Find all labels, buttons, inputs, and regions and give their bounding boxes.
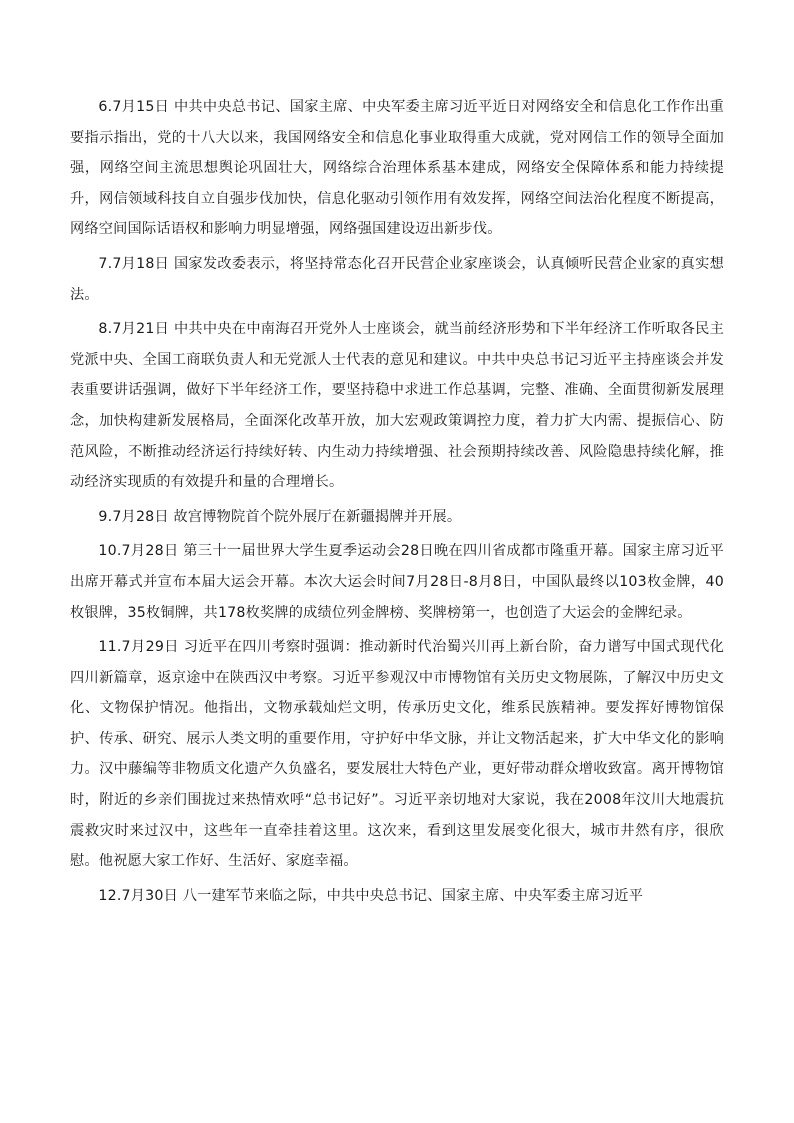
paragraph-item-6: 6.7月15日 中共中央总书记、国家主席、中央军委主席习近平近日对网络安全和信息化工作作出重要指示指出，党的十八大以来，我国网络安全和信息化事业取得重大成就，党对网信工作的领导全面加强，网络空间主流思想舆论巩固壮大，网络综合治理体系基本建成，网络安全保障体系和能力持续提升，网信领域科技自立自强步伐加快，信息化驱动引领作用有效发挥，网络空间法治化程度不断提高，网络空间国际话语权和影响力明显增强，网络强国建设迈出新步伐。 [70,99,724,238]
paragraph-item-8: 8.7月21日 中共中央在中南海召开党外人士座谈会，就当前经济形势和下半年经济工作听取各民主党派中央、全国工商联负责人和无党派人士代表的意见和建议。中共中央总书记习近平主持座谈会并发表重要讲话强调，做好下半年经济工作，要坚持稳中求进工作总基调，完整、准确、全面贯彻新发展理念，加快构建新发展格局，全面深化改革开放，加大宏观政策调控力度，着力扩大内需、提振信心、防范风险，不断推动经济运行持续好转、内生动力持续增强、社会预期持续改善、风险隐患持续化解，推动经济实现质的有效提升和量的合理增长。 [70,321,724,491]
paragraph-item-11: 11.7月29日 习近平在四川考察时强调：推动新时代治蜀兴川再上新台阶，奋力谱写中国式现代化四川新篇章，返京途中在陕西汉中考察。习近平参观汉中市博物馆有关历史文物展陈，了解汉中历史文化、文物保护情况。他指出，文物承载灿烂文明，传承历史文化，维系民族精神。要发挥好博物馆保护、传承、研究、展示人类文明的重要作用，守护好中华文脉，并让文物活起来，扩大中华文化的影响力。汉中藤编等非物质文化遗产久负盛名，要发展壮大特色产业，更好带动群众增收致富。离开博物馆时，附近的乡亲们围拢过来热情欢呼“总书记好”。习近平亲切地对大家说，我在2008年汶川大地震抗震救灾时来过汉中，这些年一直牵挂着这里。这次来，看到这里发展变化很大，城市井然有序，很欣慰。他祝愿大家工作好、生活好、家庭幸福。 [70,639,724,870]
paragraph-item-10: 10.7月28日 第三十一届世界大学生夏季运动会28日晚在四川省成都市隆重开幕。国家主席习近平出席开幕式并宣布本届大运会开幕。本次大运会时间7月28日-8月8日，中国队最终以103枚金牌，40枚银牌，35枚铜牌，共178枚奖牌的成绩位列金牌榜、奖牌榜第一，也创造了大运会的金牌纪录。 [70,543,724,621]
paragraph-item-7: 7.7月18日 国家发改委表示，将坚持常态化召开民营企业家座谈会，认真倾听民营企业家的真实想法。 [70,255,724,303]
paragraph-item-12: 12.7月30日 八一建军节来临之际，中共中央总书记、国家主席、中央军委主席习近平 [98,887,644,904]
document-body [70,92,724,915]
paragraph-item-9: 9.7月28日 故宫博物院首个院外展厅在新疆揭牌并开展。 [98,508,462,525]
